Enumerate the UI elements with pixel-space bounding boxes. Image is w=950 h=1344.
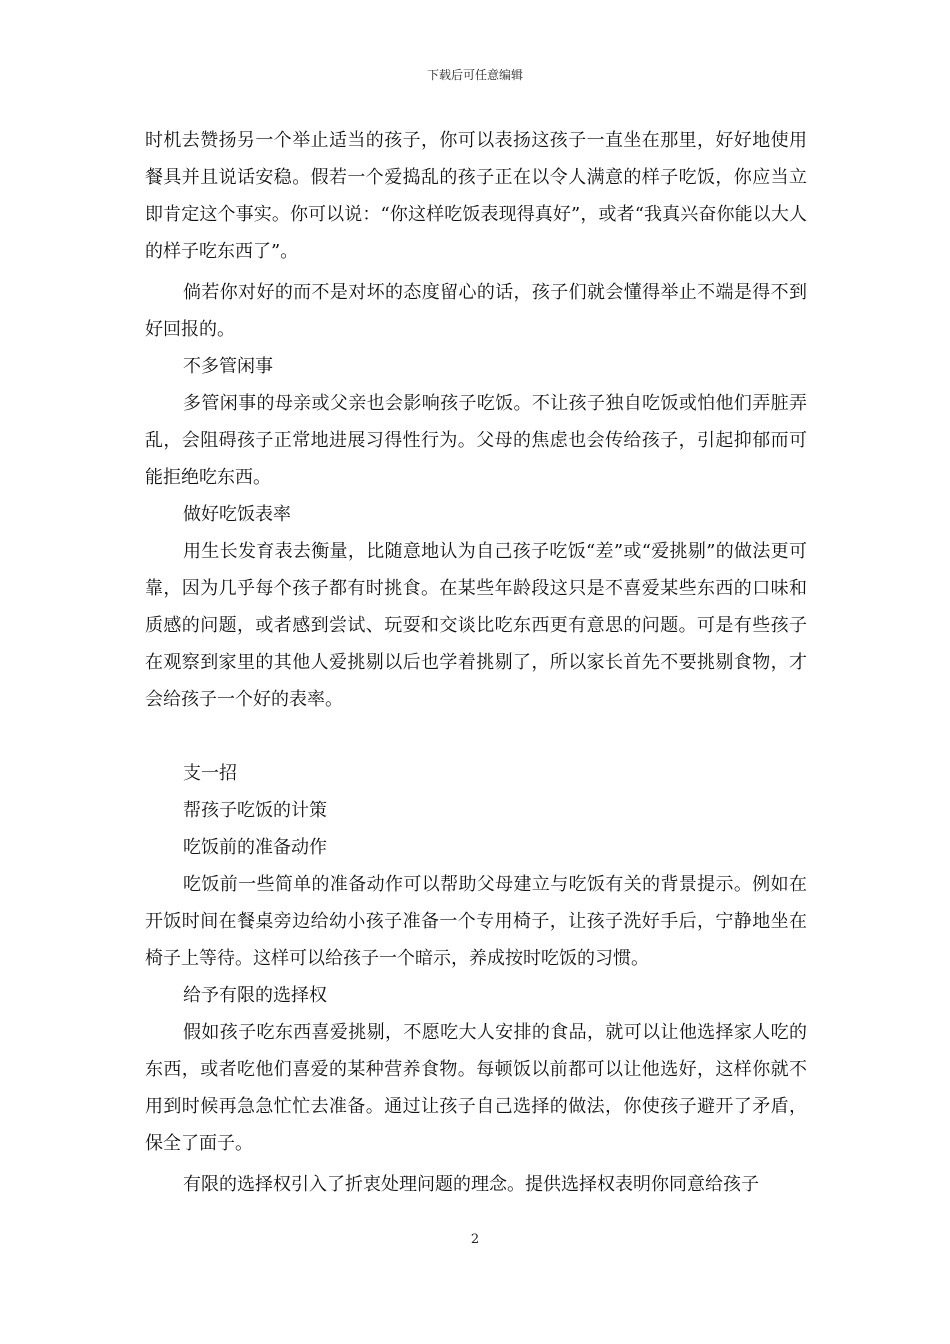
section-heading: 帮孩子吃饭的计策 xyxy=(183,800,327,821)
document-body xyxy=(145,122,807,1203)
section-heading: 支一招 xyxy=(183,763,237,784)
paragraph: 假如孩子吃东西喜爱挑剔，不愿吃大人安排的食品，就可以让他选择家人吃的东西，或者吃他们喜爱的某种营养食物。每顿饭以前都可以让他选好，这样你就不用到时候再急急忙忙去准备。通过让孩子自己选择的做法，你使孩子避开了矛盾，保全了面子。 xyxy=(145,1022,807,1154)
section-heading: 给予有限的选择权 xyxy=(183,985,327,1006)
section-heading: 吃饭前的准备动作 xyxy=(183,837,327,858)
paragraph: 倘若你对好的而不是对坏的态度留心的话，孩子们就会懂得举止不端是得不到好回报的。 xyxy=(145,282,807,340)
paragraph: 用生长发育表去衡量，比随意地认为自己孩子吃饭“差”或“爱挑剔”的做法更可靠，因为几乎每个孩子都有时挑食。在某些年龄段这只是不喜爱某些东西的口味和质感的问题，或者感到尝试、玩耍和交谈比吃东西更有意思的问题。可是有些孩子在观察到家里的其他人爱挑剔以后也学着挑剔了，所以家长首先不要挑剔食物，才会给孩子一个好的表率。 xyxy=(145,541,807,710)
page-header: 下载后可任意编辑 xyxy=(426,68,523,82)
paragraph: 多管闲事的母亲或父亲也会影响孩子吃饭。不让孩子独自吃饭或怕他们弄脏弄乱，会阻碍孩子正常地进展习得性行为。父母的焦虑也会传给孩子，引起抑郁而可能拒绝吃东西。 xyxy=(145,393,807,488)
section-heading: 不多管闲事 xyxy=(183,356,273,377)
page-number: 2 xyxy=(470,1232,480,1247)
paragraph: 吃饭前一些简单的准备动作可以帮助父母建立与吃饭有关的背景提示。例如在开饭时间在餐桌旁边给幼小孩子准备一个专用椅子，让孩子洗好手后，宁静地坐在椅子上等待。这样可以给孩子一个暗示，养成按时吃饭的习惯。 xyxy=(145,874,807,969)
section-heading: 做好吃饭表率 xyxy=(183,504,291,525)
paragraph: 有限的选择权引入了折衷处理问题的理念。提供选择权表明你同意给孩子 xyxy=(183,1174,759,1195)
paragraph: 时机去赞扬另一个举止适当的孩子，你可以表扬这孩子一直坐在那里，好好地使用餐具并且说话安稳。假若一个爱捣乱的孩子正在以令人满意的样子吃饭，你应当立即肯定这个事实。你可以说：“你这样吃饭表现得真好”，或者“我真兴奋你能以大人的样子吃东西了”。 xyxy=(145,130,807,262)
